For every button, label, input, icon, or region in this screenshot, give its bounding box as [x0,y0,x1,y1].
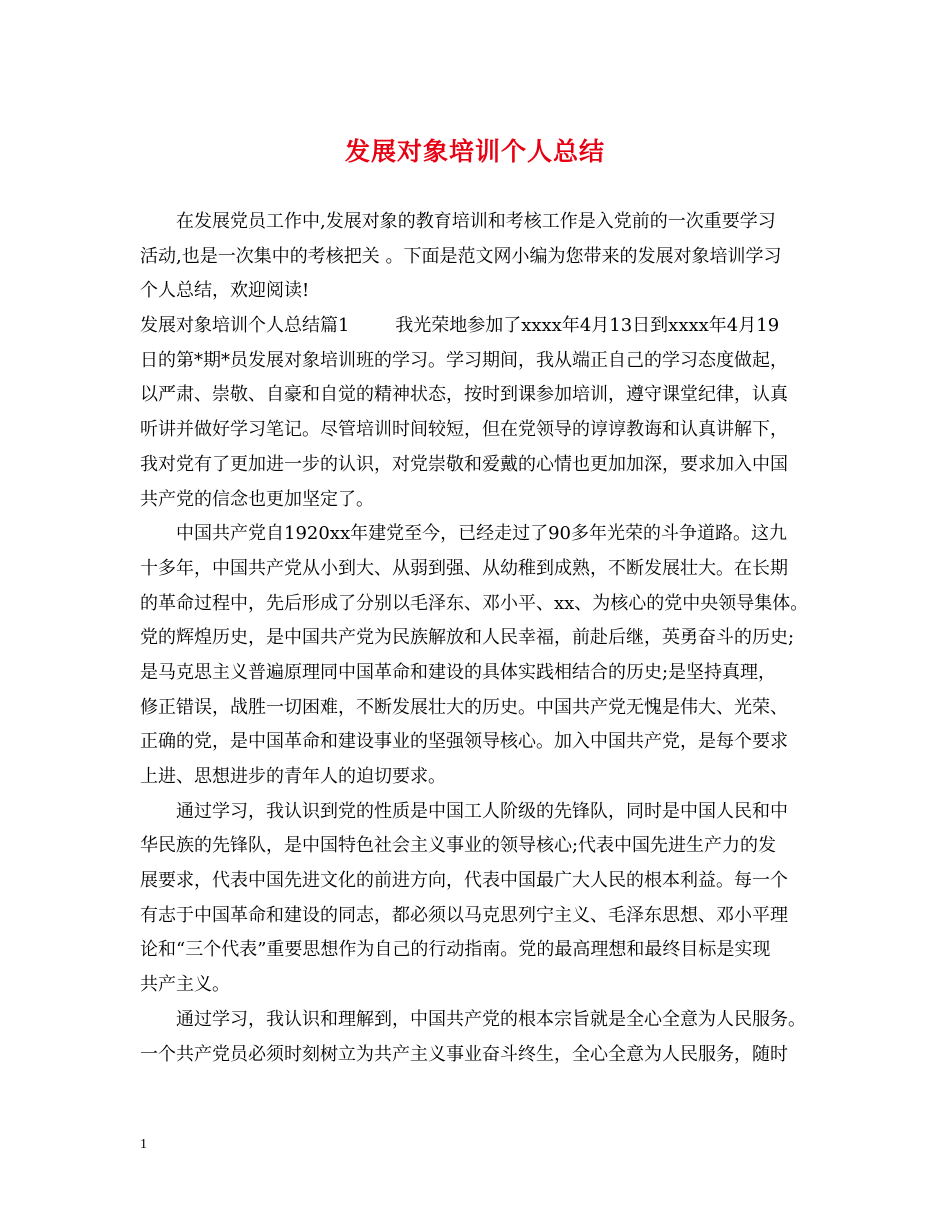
paragraph-line: 上进、思想进步的青年人的迫切要求。 [140,766,446,787]
paragraph-line: 我对党有了更加进一步的认识，对党崇敬和爱戴的心情也更加加深，要求加入中国 [140,453,788,475]
paragraph-line: 有志于中国革命和建设的同志，都必须以马克思列宁主义、毛泽东思想、邓小平理 [140,904,788,926]
paragraph-line: 是马克思主义普遍原理同中国革命和建设的具体实践相结合的历史;是坚持真理， [140,661,777,683]
paragraph-line: 发展对象培训个人总结篇1 我光荣地参加了xxxx年4月13日到xxxx年4月19 [140,315,780,337]
paragraph-line: 在发展党员工作中,发展对象的教育培训和考核工作是入党前的一次重要学习 [176,211,776,232]
document-body [140,205,830,1072]
paragraph-line: 活动,也是一次集中的考核把关 。下面是范文网小编为您带来的发展对象培训学习 [140,245,782,267]
paragraph-line: 一个共产党员必须时刻树立为共产主义事业奋斗终生，全心全意为人民服务，随时 [140,1043,788,1065]
paragraph-line: 中国共产党自1920xx年建党至今，已经走过了90多年光荣的斗争道路。这九 [176,523,788,545]
document-title: 发展对象培训个人总结 [344,137,605,166]
paragraph-line: 以严肃、崇敬、自豪和自觉的精神状态，按时到课参加培训，遵守课堂纪律，认真 [140,384,788,406]
paragraph-line: 修正错误，战胜一切困难，不断发展壮大的历史。中国共产党无愧是伟大、光荣、 [140,696,788,718]
paragraph-line: 听讲并做好学习笔记。尽管培训时间较短，但在党领导的谆谆教诲和认真讲解下， [140,419,788,441]
paragraph-line: 论和“三个代表”重要思想作为自己的行动指南。党的最高理想和最终目标是实现 [140,939,771,961]
paragraph-line: 共产主义。 [140,974,230,996]
paragraph-line: 华民族的先锋队，是中国特色社会主义事业的领导核心;代表中国先进生产力的发 [140,835,777,857]
paragraph-line: 共产党的信念也更加坚定了。 [140,488,374,510]
paragraph-line: 正确的党，是中国革命和建设事业的坚强领导核心。加入中国共产党，是每个要求 [140,731,788,753]
paragraph-line: 十多年，中国共产党从小到大、从弱到强、从幼稚到成熟，不断发展壮大。在长期 [140,557,788,579]
page-number: 1 [140,1137,147,1152]
paragraph-line: 通过学习，我认识到党的性质是中国工人阶级的先锋队，同时是中国人民和中 [176,800,788,822]
paragraph-line: 的革命过程中，先后形成了分别以毛泽东、邓小平、xx、为核心的党中央领导集体。 [140,592,809,614]
paragraph-line: 个人总结，欢迎阅读! [140,280,310,302]
paragraph-line: 展要求，代表中国先进文化的前进方向，代表中国最广大人民的根本利益。每一个 [140,870,788,892]
paragraph-line: 日的第*期*员发展对象培训班的学习。学习期间，我从端正自己的学习态度做起， [140,349,788,371]
paragraph-line: 党的辉煌历史，是中国共产党为民族解放和人民幸福，前赴后继，英勇奋斗的历史; [140,627,795,649]
paragraph-line: 通过学习，我认识和理解到，中国共产党的根本宗旨就是全心全意为人民服务。 [176,1008,806,1030]
